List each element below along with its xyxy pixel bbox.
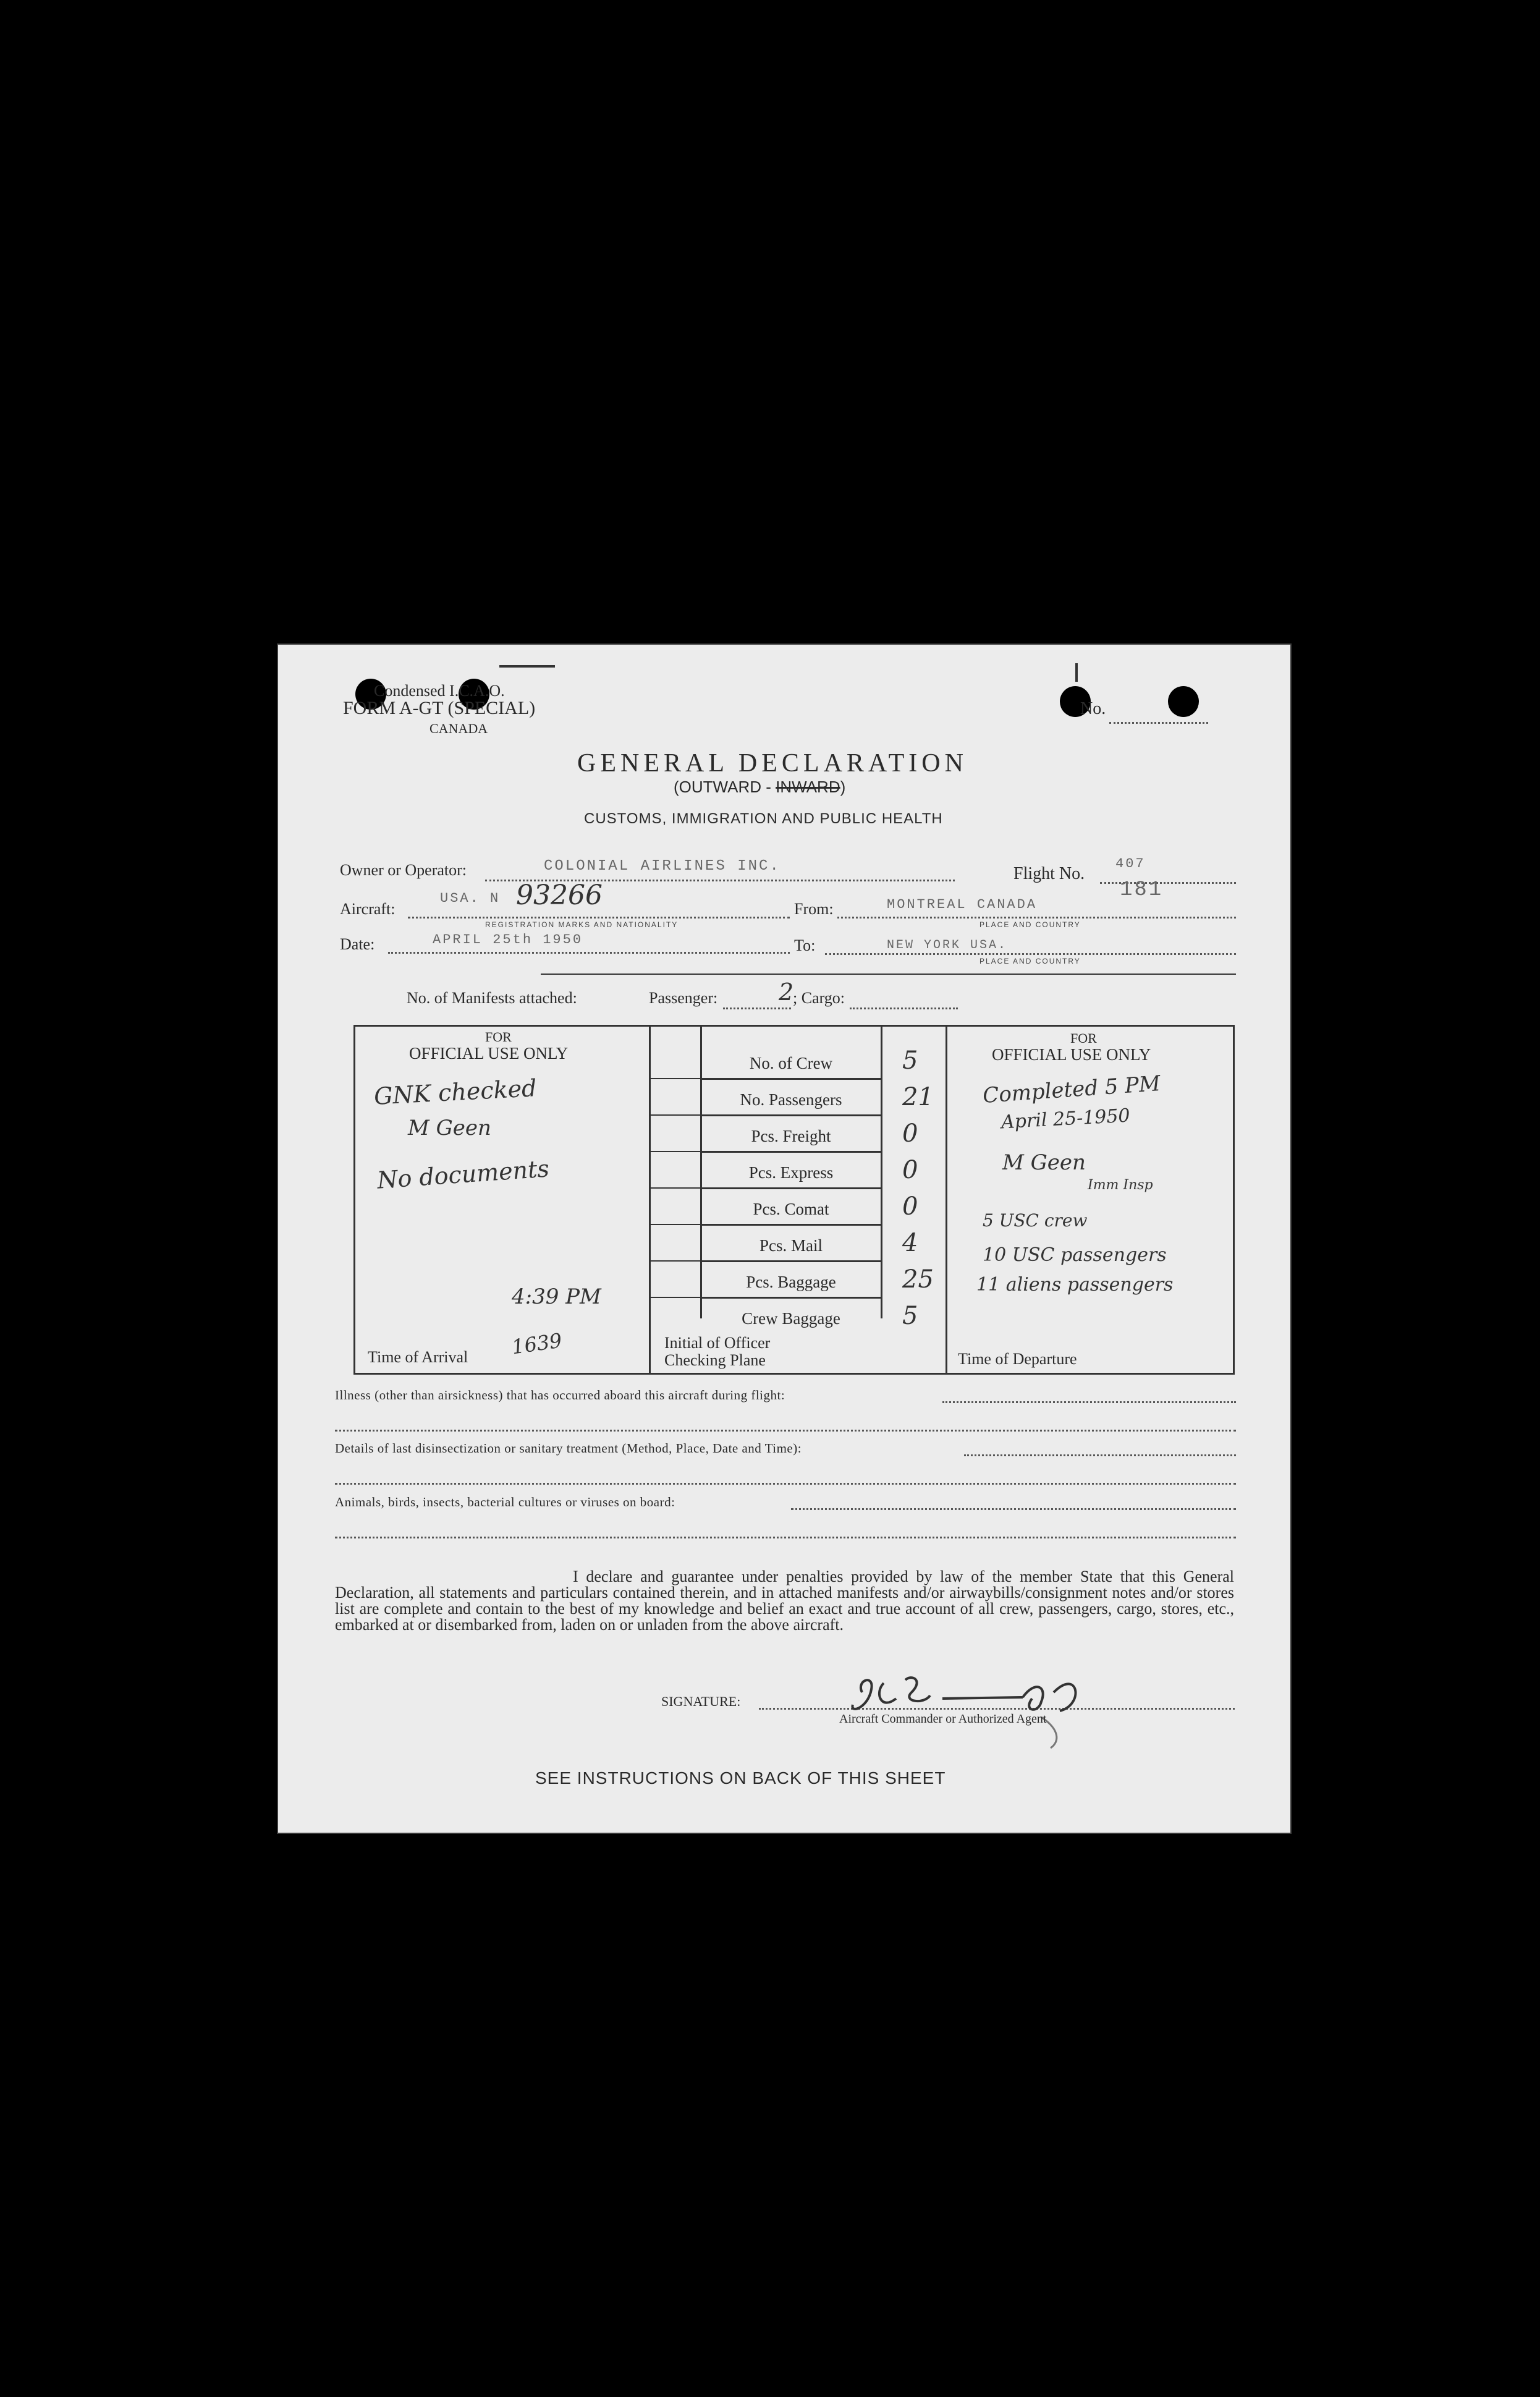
initial-officer-label-2: Checking Plane (664, 1351, 766, 1369)
declaration-text: I declare and guarantee under penalties provided by law of the member State that this General Declaration, all statements and particulars contained therein, and in attached manifests and/or airwaybills/consignment notes and/or stores list are complete and contain to the best of my knowledge and belief an exact and true account of all crew, passengers, cargo, stores, etc., embarked at or disembarked from, laden on or unladen from the above aircraft. (335, 1568, 1234, 1634)
form-line-3: CANADA (429, 721, 488, 736)
row-rule (700, 1297, 881, 1299)
flight-label: Flight No. (1013, 864, 1085, 883)
manifests-passenger-value: 2 (779, 978, 794, 1006)
date-line (388, 952, 790, 954)
time-of-arrival-value: 1639 (510, 1328, 564, 1359)
right-note-4: Imm Insp (1088, 1177, 1153, 1193)
flight-value-hand: 181 (1120, 878, 1164, 902)
row-rule (700, 1187, 881, 1189)
illness-line-1 (942, 1401, 1236, 1403)
form-line-2: FORM A-GT (SPECIAL) (343, 698, 536, 718)
row-value: 21 (902, 1083, 934, 1111)
initial-officer-label-1: Initial of Officer (664, 1334, 771, 1352)
row-label: Pcs. Express (748, 1163, 834, 1182)
row-value: 0 (902, 1192, 918, 1221)
punch-hole-4 (1168, 686, 1199, 717)
handwritten-signature (837, 1655, 1159, 1754)
disinsect-line-1 (964, 1454, 1236, 1456)
row-value: 5 (902, 1046, 918, 1075)
owner-label: Owner or Operator: (340, 861, 467, 879)
date-value: APRIL 25th 1950 (433, 932, 583, 948)
signature-label: SIGNATURE: (661, 1694, 741, 1709)
aircraft-value-typed: USA. N (440, 891, 501, 906)
row-label: No. of Crew (749, 1054, 833, 1072)
right-note-1: Completed 5 PM (981, 1071, 1162, 1108)
table-divider (881, 1025, 882, 1318)
row-label: No. Passengers (740, 1090, 842, 1109)
right-note-5: 5 USC crew (983, 1210, 1088, 1231)
manifests-cargo-line (850, 1008, 958, 1009)
right-note-3: M Geen (1002, 1150, 1086, 1175)
right-header-official: OFFICIAL USE ONLY (992, 1045, 1151, 1064)
to-line (825, 953, 1236, 955)
disinsect-label: Details of last disinsectization or sanitary treatment (Method, Place, Date and Time): (335, 1441, 802, 1456)
animals-label: Animals, birds, insects, bacterial cultures or viruses on board: (335, 1495, 675, 1509)
row-rule (700, 1260, 881, 1262)
row-rule (700, 1114, 881, 1116)
initial-tick (649, 1297, 700, 1298)
right-note-7: 11 aliens passengers (976, 1274, 1174, 1296)
flight-value-typed: 407 (1115, 856, 1146, 872)
form-number-label: No. (1080, 699, 1106, 718)
to-place-note: PLACE AND COUNTRY (979, 957, 1081, 965)
row-label: Pcs. Comat (753, 1200, 829, 1218)
row-label: Pcs. Freight (751, 1127, 831, 1145)
right-header-for: FOR (1070, 1030, 1097, 1046)
row-rule (700, 1224, 881, 1226)
manifests-passenger-label: Passenger: (649, 989, 718, 1007)
general-declaration-form (278, 645, 1290, 1833)
animals-line-2 (335, 1537, 1236, 1538)
initial-tick (649, 1260, 700, 1262)
aircraft-label: Aircraft: (340, 900, 396, 918)
table-divider (946, 1025, 947, 1373)
subtitle: CUSTOMS, IMMIGRATION AND PUBLIC HEALTH (584, 810, 943, 827)
row-value: 0 (902, 1156, 918, 1184)
aircraft-value-hand: 93266 (516, 880, 603, 911)
right-note-6: 10 USC passengers (983, 1244, 1167, 1266)
illness-label: Illness (other than airsickness) that has occurred aboard this aircraft during flight: (335, 1388, 785, 1402)
row-label: Pcs. Mail (759, 1236, 823, 1255)
header-rule (541, 974, 1236, 975)
disinsect-line-2 (335, 1483, 1236, 1485)
initial-tick (649, 1078, 700, 1079)
from-place-note: PLACE AND COUNTRY (979, 920, 1081, 929)
page-title: GENERAL DECLARATION (577, 749, 968, 778)
manifests-cargo-label: ; Cargo: (793, 989, 845, 1007)
left-header-official: OFFICIAL USE ONLY (409, 1044, 569, 1063)
form-number-line (1109, 722, 1208, 724)
form-line-1: Condensed I.C.A.O. (374, 682, 505, 700)
initial-tick (649, 1151, 700, 1152)
row-label: Pcs. Baggage (746, 1273, 836, 1291)
left-header-for: FOR (485, 1029, 512, 1045)
declaration-direction (674, 778, 845, 797)
margin-mark (1075, 663, 1078, 682)
row-value: 25 (902, 1265, 934, 1294)
initial-tick (649, 1224, 700, 1225)
table-divider (649, 1025, 651, 1373)
row-value: 0 (902, 1119, 918, 1148)
to-value: NEW YORK USA. (887, 938, 1008, 952)
row-label: Crew Baggage (742, 1309, 840, 1328)
initial-tick (649, 1114, 700, 1116)
row-value: 4 (902, 1229, 918, 1257)
direction-inward-struck: INWARD (776, 778, 840, 796)
left-note-1: GNK checked (373, 1074, 538, 1110)
right-note-2: April 25-1950 (1001, 1105, 1131, 1134)
row-value: 5 (902, 1302, 918, 1330)
manifests-passenger-line (723, 1008, 791, 1009)
from-label: From: (794, 900, 834, 918)
illness-line-2 (335, 1430, 1236, 1432)
animals-line-1 (791, 1508, 1236, 1510)
direction-close: ) (840, 778, 846, 796)
from-value: MONTREAL CANADA (887, 897, 1038, 912)
margin-mark (499, 665, 555, 668)
time-of-departure-label: Time of Departure (958, 1350, 1077, 1368)
direction-outward: (OUTWARD - (674, 778, 771, 796)
registration-note: REGISTRATION MARKS AND NATIONALITY (485, 920, 679, 929)
to-label: To: (794, 936, 816, 954)
signature-caption: Aircraft Commander or Authorized Agent (839, 1712, 1047, 1726)
owner-value: COLONIAL AIRLINES INC. (544, 858, 781, 875)
aircraft-line (408, 917, 790, 918)
row-rule (700, 1078, 881, 1080)
from-line (837, 917, 1236, 918)
left-time-note: 4:39 PM (512, 1284, 601, 1309)
initial-tick (649, 1187, 700, 1189)
row-rule (700, 1151, 881, 1153)
footer-instructions: SEE INSTRUCTIONS ON BACK OF THIS SHEET (535, 1768, 946, 1788)
left-note-3: No documents (376, 1155, 551, 1194)
left-note-2: M Geen (408, 1116, 491, 1140)
manifests-label: No. of Manifests attached: (407, 989, 577, 1007)
time-of-arrival-label: Time of Arrival (368, 1348, 468, 1366)
date-label: Date: (340, 935, 375, 953)
